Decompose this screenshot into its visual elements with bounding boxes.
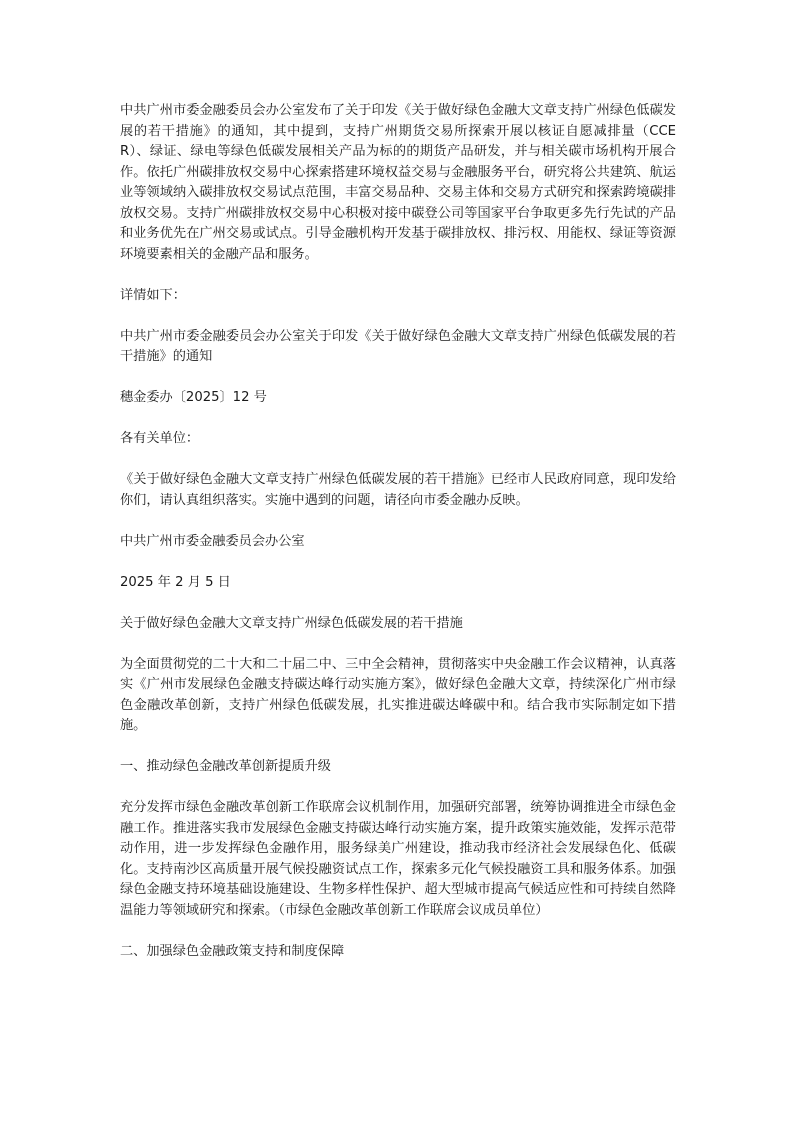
details-label: 详情如下：: [120, 287, 186, 303]
issuer: 中共广州市委金融委员会办公室: [120, 533, 305, 549]
document-number: 穗金委办〔2025〕12 号: [120, 390, 267, 405]
section-body-1: 充分发挥市绿色金融改革创新工作联席会议机制作用，加强研究部署，统筹协调推进全市绿色金融工作。推进落实我市发展绿色金融支持碳达峰行动实施方案，提升政策实施效能，发挥示范带动作用，进一步发挥绿色金融作用，服务绿美广州建设，推动我市经济社会发展绿色化、低碳化。支持南沙区高质量开展气候投融资试点工作，探索多元化气候投融资工具和服务体系。加强绿色金融支持环境基础设施建设、生物多样性保护、超大型城市提高气候适应性和可持续自然降温能力等领域研究和探索。（市绿色金融改革创新工作联席会议成员单位）: [120, 800, 676, 918]
document-page: [120, 101, 676, 983]
addressee: 各有关单位：: [120, 431, 200, 446]
section-heading-1: 一、推动绿色金融改革创新提质升级: [120, 759, 331, 774]
measures-title: 关于做好绿色金融大文章支持广州绿色低碳发展的若干措施: [120, 615, 463, 631]
notice-body: 《关于做好绿色金融大文章支持广州绿色低碳发展的若干措施》已经市人民政府同意，现印发给你们，请认真组织落实。实施中遇到的问题，请径向市委金融办反映。: [120, 472, 676, 508]
issue-date: 2025 年 2 月 5 日: [120, 574, 231, 590]
preamble-paragraph: 为全面贯彻党的二十大和二十届二中、三中全会精神，贯彻落实中央金融工作会议精神，认真落实《广州市发展绿色金融支持碳达峰行动实施方案》，做好绿色金融大文章，持续深化广州市绿色金融改革创新，支持广州绿色低碳发展，扎实推进碳达峰碳中和。结合我市实际制定如下措施。: [120, 656, 676, 733]
notice-title: 中共广州市委金融委员会办公室关于印发《关于做好绿色金融大文章支持广州绿色低碳发展的若干措施》的通知: [120, 328, 676, 364]
section-heading-2: 二、加强绿色金融政策支持和制度保障: [120, 943, 345, 959]
intro-paragraph: 中共广州市委金融委员会办公室发布了关于印发《关于做好绿色金融大文章支持广州绿色低碳发展的若干措施》的通知，其中提到，支持广州期货交易所探索开展以核证自愿减排量（CCER）、绿证、绿电等绿色低碳发展相关产品为标的的期货产品研发，并与相关碳市场机构开展合作。依托广州碳排放权交易中心探索搭建环境权益交易与金融服务平台，研究将公共建筑、航运业等领域纳入碳排放权交易试点范围，丰富交易品种、交易主体和交易方式研究和探索跨境碳排放权交易。支持广州碳排放权交易中心积极对接中碳登公司等国家平台争取更多先行先试的产品和业务优先在广州交易或试点。引导金融机构开发基于碳排放权、排污权、用能权、绿证等资源环境要素相关的金融产品和服务。: [120, 103, 676, 262]
